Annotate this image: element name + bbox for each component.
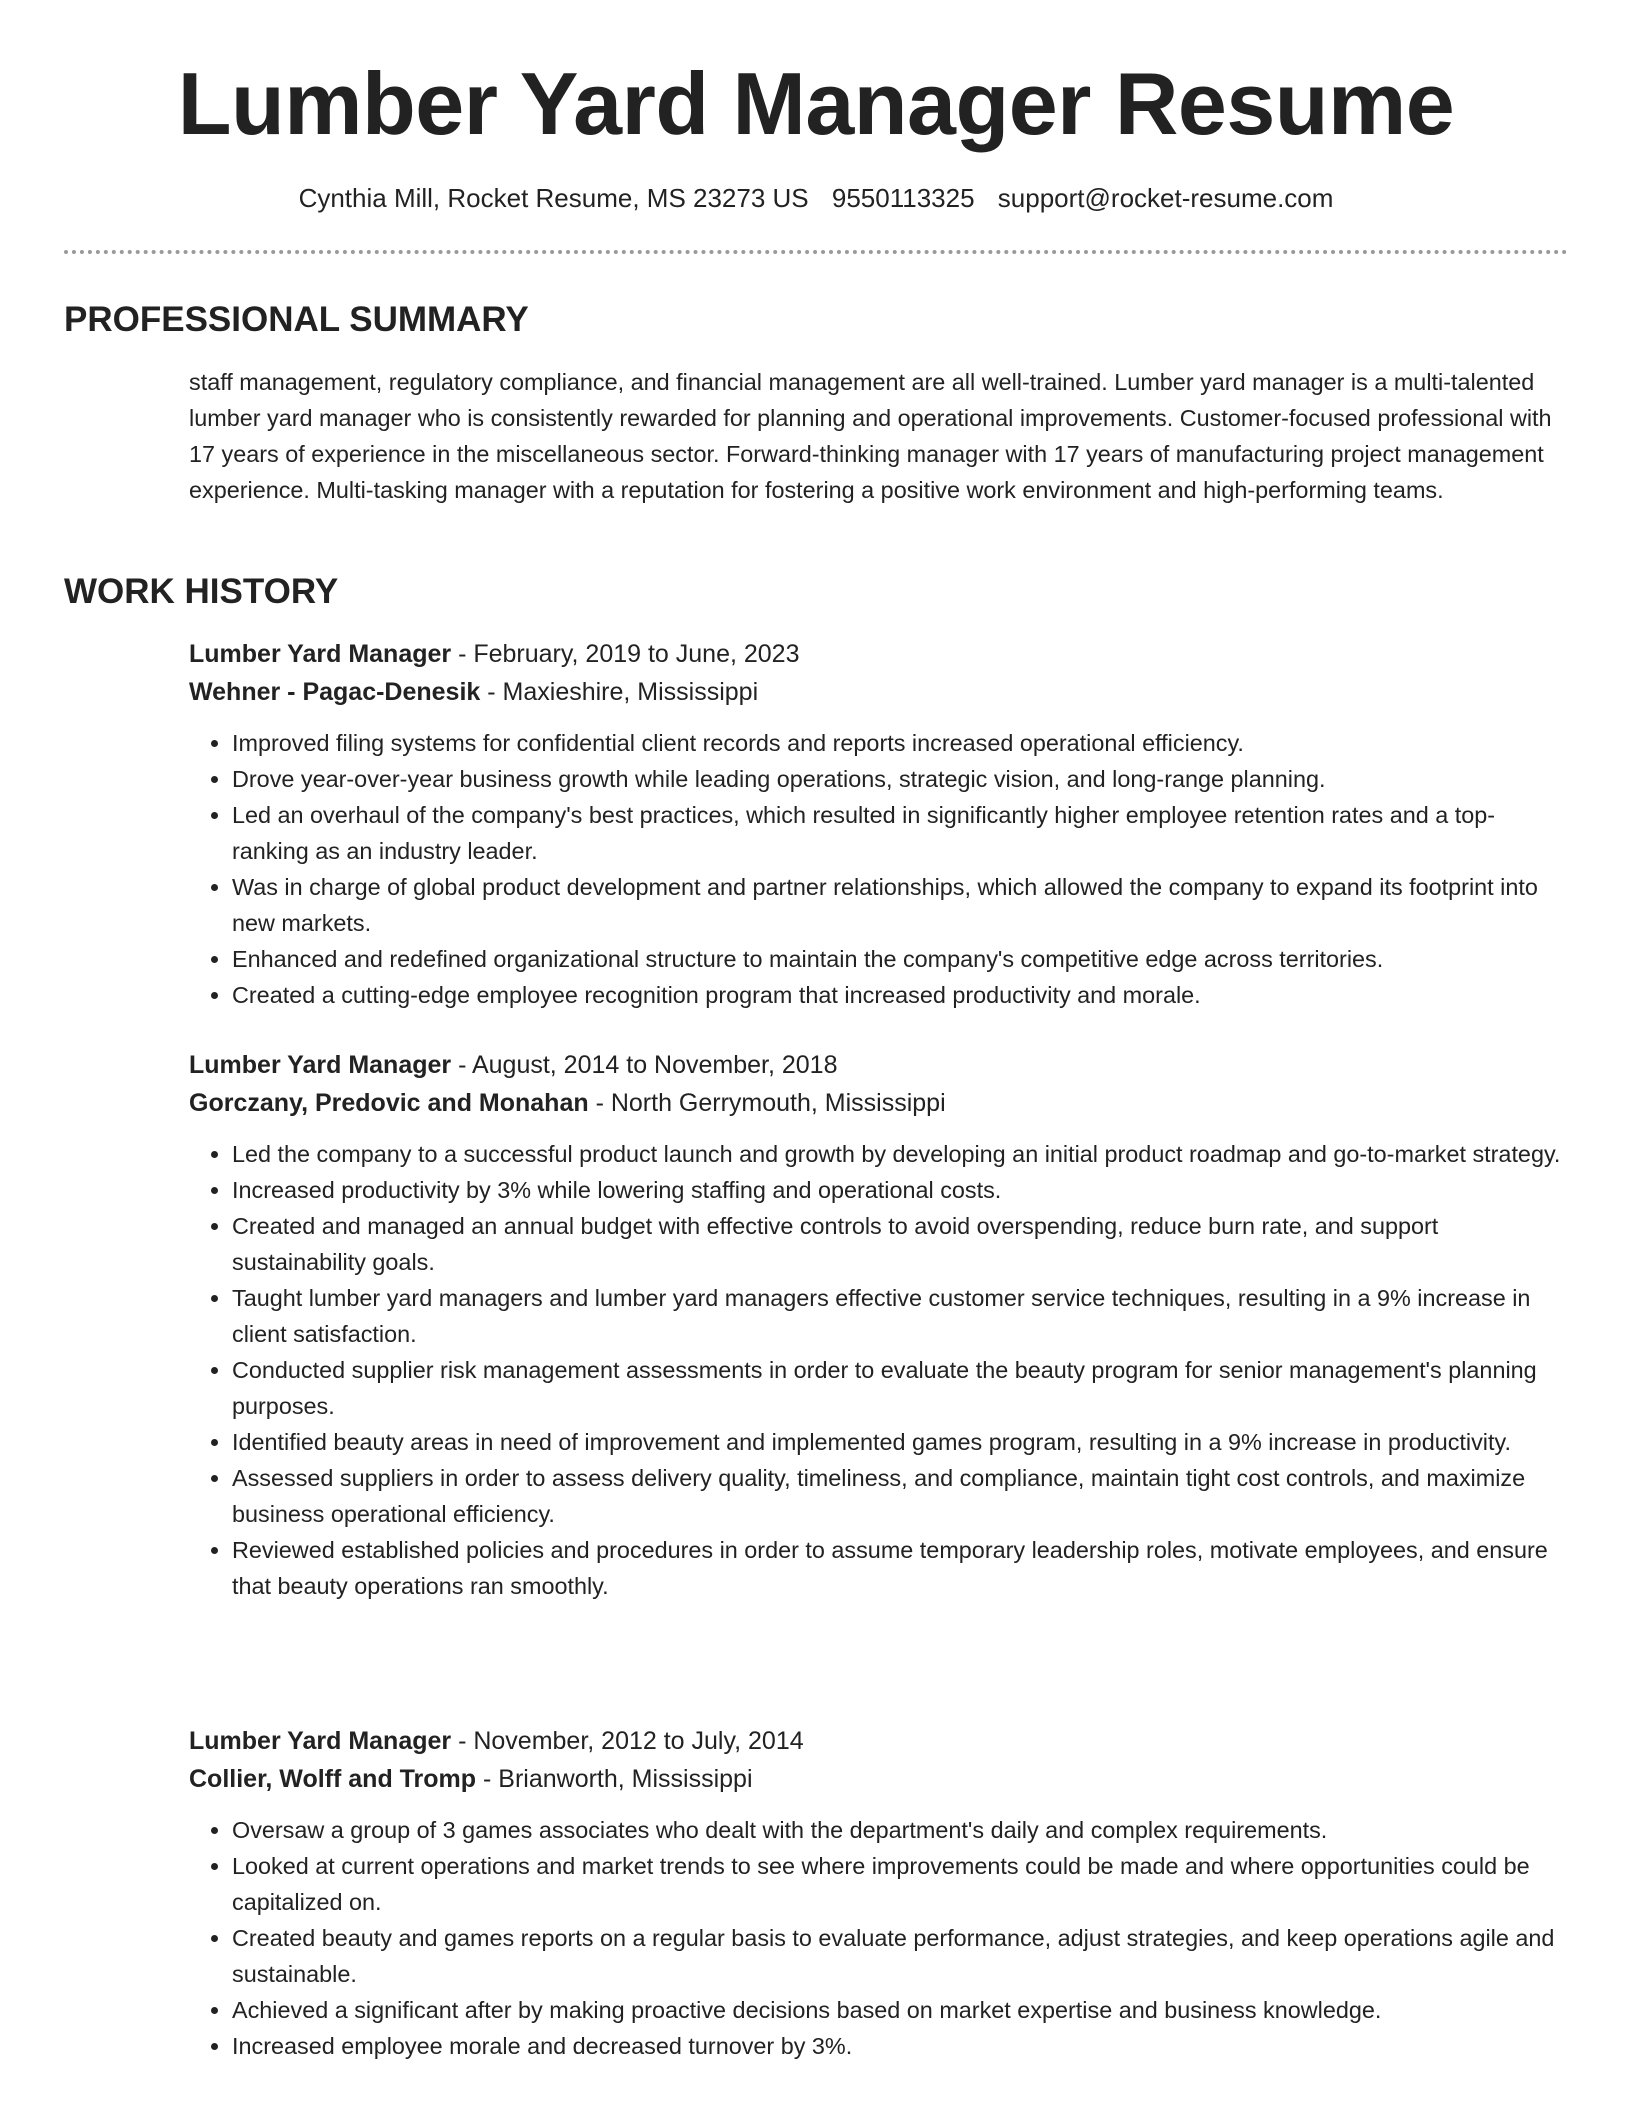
job-dates: - February, 2019 to June, 2023 [451,640,800,668]
job-company-line [189,673,1569,711]
job-company-line [189,1084,1569,1122]
job-entry [189,635,1569,1013]
job-bullets [189,725,1569,1013]
contact-address: Cynthia Mill, Rocket Resume, MS 23273 US [298,183,809,213]
contact-email[interactable]: support@rocket-resume.com [997,183,1334,213]
job-title-line [189,1046,1569,1084]
job-location: - Maxieshire, Mississippi [480,678,759,706]
job-entry [189,1722,1569,2064]
job-bullet: • Increased employee morale and decreased turnover by 3%. [232,2028,1569,2064]
job-bullet: • Looked at current operations and market trends to see where improvements could be made and where opportunities could be capitalized on. [232,1848,1569,1920]
job-title: Lumber Yard Manager [189,1051,452,1079]
summary-heading: PROFESSIONAL SUMMARY [64,300,529,339]
job-bullet: • Achieved a significant after by making proactive decisions based on market expertise and business knowledge. [232,1992,1569,2028]
job-bullet: • Reviewed established policies and procedures in order to assume temporary leadership roles, motivate employees, and ensure that beauty operations ran smoothly. [232,1532,1569,1604]
job-bullet: • Created beauty and games reports on a regular basis to evaluate performance, adjust strategies, and keep operations agile and sustainable. [232,1920,1569,1992]
job-bullet: • Created a cutting-edge employee recognition program that increased productivity and morale. [232,977,1569,1013]
job-dates: - August, 2014 to November, 2018 [451,1051,838,1079]
job-title-line [189,635,1569,673]
job-bullets [189,1812,1569,2064]
work-history-heading: WORK HISTORY [64,572,339,611]
job-dates: - November, 2012 to July, 2014 [451,1727,804,1755]
header-divider [64,250,1568,254]
job-bullet: • Led the company to a successful product launch and growth by developing an initial product roadmap and go-to-market strategy. [232,1136,1569,1172]
job-location: - North Gerrymouth, Mississippi [588,1089,946,1117]
job-bullet: • Created and managed an annual budget with effective controls to avoid overspending, reduce burn rate, and support sustainability goals. [232,1208,1569,1280]
job-bullet: • Led an overhaul of the company's best practices, which resulted in significantly higher employee retention rates and a top-ranking as an industry leader. [232,797,1569,869]
job-bullets [189,1136,1569,1604]
job-company: Gorczany, Predovic and Monahan [189,1089,589,1117]
job-bullet: • Assessed suppliers in order to assess delivery quality, timeliness, and compliance, maintain tight cost controls, and maximize business operational efficiency. [232,1460,1569,1532]
job-bullet: • Conducted supplier risk management assessments in order to evaluate the beauty program for senior management's planning purposes. [232,1352,1569,1424]
job-title-line [189,1722,1569,1760]
contact-line [0,181,1632,215]
job-title: Lumber Yard Manager [189,640,452,668]
summary-text: staff management, regulatory compliance, and financial management are all well-trained. Lumber yard manager is a multi-talented lumber yard manager who is consistently rewarded for planning and operational improvements. Customer-focused professional with 17 years of experience in the miscellaneous sector. Forward-thinking manager with 17 years of manufacturing project management experience. Multi-tasking manager with a reputation for fostering a positive work environment and high-performing teams. [189,369,1552,503]
job-bullet: • Was in charge of global product development and partner relationships, which allowed the company to expand its footprint into new markets. [232,869,1569,941]
job-entry [189,1046,1569,1604]
job-bullet: • Enhanced and redefined organizational structure to maintain the company's competitive edge across territories. [232,941,1569,977]
job-bullet: • Increased productivity by 3% while lowering staffing and operational costs. [232,1172,1569,1208]
resume-title: Lumber Yard Manager Resume [177,54,1455,153]
job-location: - Brianworth, Mississippi [476,1765,753,1793]
job-bullet: • Taught lumber yard managers and lumber yard managers effective customer service techniques, resulting in a 9% increase in client satisfaction. [232,1280,1569,1352]
job-company: Collier, Wolff and Tromp [189,1765,477,1793]
job-bullet: • Improved filing systems for confidential client records and reports increased operational efficiency. [232,725,1569,761]
job-bullet: • Oversaw a group of 3 games associates who dealt with the department's daily and complex requirements. [232,1812,1569,1848]
contact-phone: 9550113325 [831,183,975,213]
job-company: Wehner - Pagac-Denesik [189,678,481,706]
job-bullet: • Identified beauty areas in need of improvement and implemented games program, resulting in a 9% increase in productivity. [232,1424,1569,1460]
job-company-line [189,1760,1569,1798]
job-title: Lumber Yard Manager [189,1727,452,1755]
job-bullet: • Drove year-over-year business growth while leading operations, strategic vision, and long-range planning. [232,761,1569,797]
